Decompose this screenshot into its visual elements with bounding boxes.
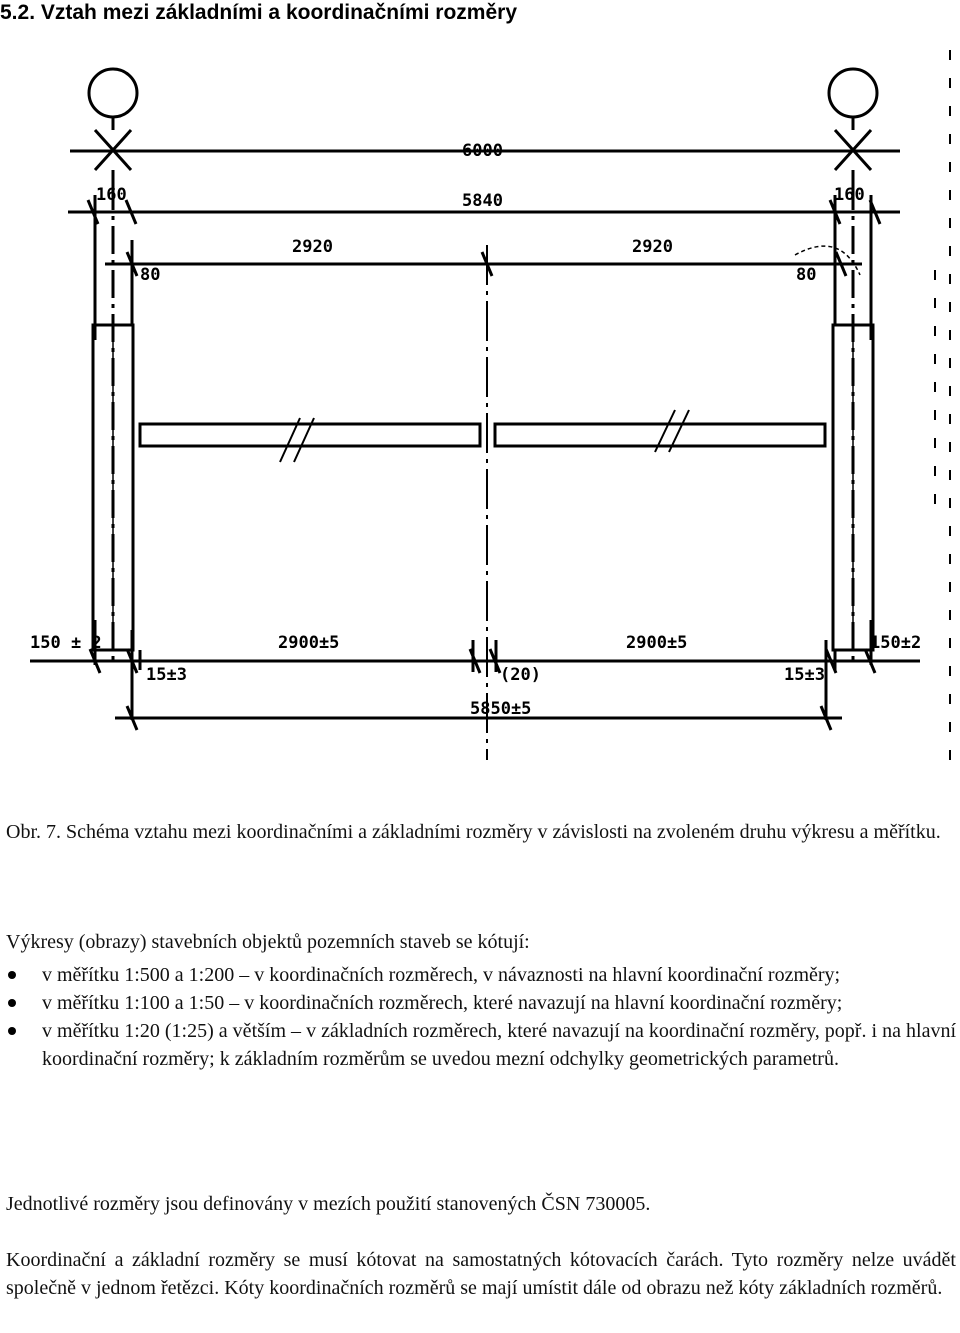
list-item: v měřítku 1:100 a 1:50 – v koordinačních rozměrech, které navazují na hlavní koordinační rozměry; [6,989,956,1017]
dim-5840: 5840 [462,191,503,211]
bullet-list [6,961,956,1073]
bullet-icon [8,999,16,1007]
dim-160-left: 160 [96,185,127,205]
dim-5850: 5850±5 [470,699,532,719]
dim-2900-right: 2900±5 [626,633,688,653]
list-item: v měřítku 1:20 (1:25) a větším – v základních rozměrech, které navazují na koordinační rozměry, popř. i na hlavní koordinační rozměry; k základním rozměrům se uvedou mezní odchylky geometrických parametrů. [6,1017,956,1073]
bullet-icon [8,1027,16,1035]
axis-circle-right [829,69,877,117]
dim-15-left: 15±3 [146,665,187,685]
paragraph-dimensioning: Koordinační a základní rozměry se musí kótovat na samostatných kótovacích čarách. Tyto rozměry nelze uvádět společně v jednom řetězci. Kóty koordinačních rozměrů se mají umístit dále od obrazu než kóty základních rozměrů. [6,1249,956,1299]
dim-6000: 6000 [462,141,503,161]
dim-2900-left: 2900±5 [278,633,340,653]
dim-150-left: 150 ± 2 [30,633,102,653]
dim-2920-right: 2920 [632,237,673,257]
dim-150-right: 150±2 [870,633,922,653]
dimension-drawing [0,40,960,770]
dim-160-right: 160 [834,185,865,205]
dim-80-right: 80 [796,265,817,285]
figure-caption: Obr. 7. Schéma vztahu mezi koordinačními a základními rozměry v závislosti na zvoleném druhu výkresu a měřítku. [6,821,941,843]
dim-joint: (20) [500,665,541,685]
paragraph-definitions: Jednotlivé rozměry jsou definovány v mezích použití stanovených ČSN 730005. [6,1193,651,1215]
bullet-icon [8,971,16,979]
dim-2920-left: 2920 [292,237,333,257]
list-item: v měřítku 1:500 a 1:200 – v koordinačních rozměrech, v návaznosti na hlavní koordinační rozměry; [6,961,956,989]
intro-text: Výkresy (obrazy) stavebních objektů pozemních staveb se kótují: [6,931,530,953]
dim-80-left: 80 [140,265,161,285]
dim-15-right: 15±3 [784,665,825,685]
section-heading: 5.2. Vztah mezi základními a koordinačními rozměry [0,1,518,24]
axis-circle-left [89,69,137,117]
